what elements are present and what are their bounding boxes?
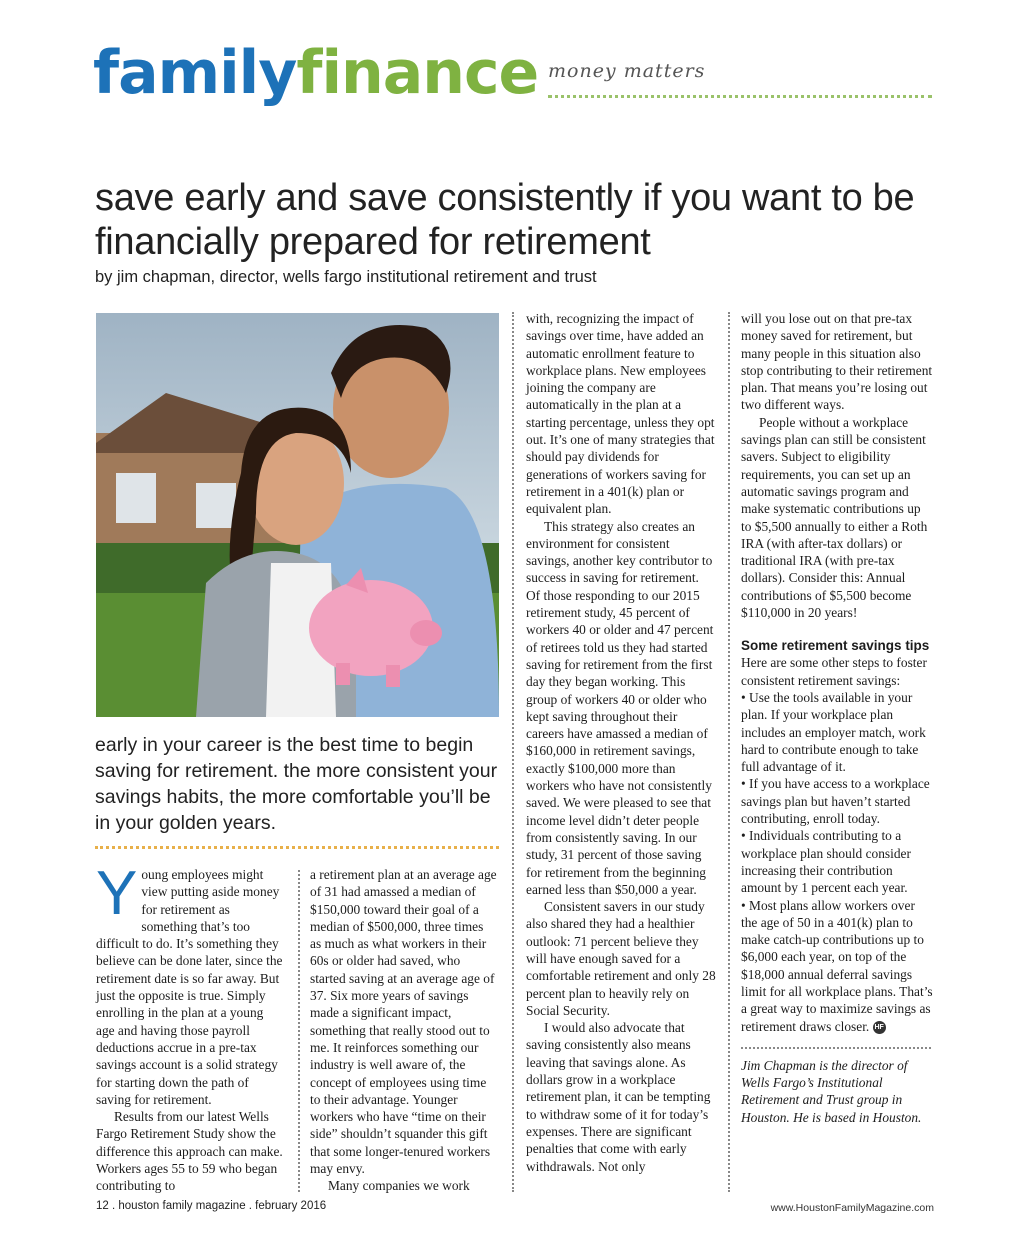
masthead-divider bbox=[548, 95, 932, 98]
section-label: money matters bbox=[548, 60, 706, 82]
tip-item: • Use the tools available in your plan. If your workplace plan includes an employer match, work hard to contribute enough to take full advantage of it. bbox=[741, 689, 926, 775]
body-column-1 bbox=[96, 859, 283, 1195]
tip-item: • Individuals contributing to a workplace plan should consider increasing their contribution amount by 1 percent each year. bbox=[741, 828, 911, 896]
masthead bbox=[93, 38, 538, 118]
body-paragraph: People without a workplace savings plan can still be consistent savers. Subject to eligibility requirements, you can set up an automatic savings program and make systematic contributions up to $5,500 annually to either a Roth IRA (with after-tax dollars) or traditional IRA (with pre-tax dollars). Consider this: Annual contributions of $5,500 become $110,000 in 20 years! bbox=[741, 414, 928, 621]
tips-subhead: Some retirement savings tips bbox=[741, 638, 930, 654]
lead-text: oung employees might view putting aside money for retirement as something that’s too bbox=[141, 867, 280, 934]
author-bio: Jim Chapman is the director of Wells Fargo’s Institutional Retirement and Trust group in Houston. He is based in Houston. bbox=[741, 1057, 922, 1125]
body-paragraph: Consistent savers in our study also shared they had a healthier outlook: 71 percent believe they will have enough saved for a comfortable retirement and only 28 percent plan to heavily rely on Social Security. bbox=[526, 899, 716, 1018]
column-rule bbox=[298, 870, 300, 1192]
body-column-4 bbox=[741, 310, 934, 1126]
couple-piggy-bank-photo bbox=[96, 313, 499, 717]
body-paragraph: Many companies we work bbox=[328, 1178, 470, 1194]
masthead-family: family bbox=[93, 38, 297, 108]
column-rule bbox=[512, 312, 514, 1192]
drop-cap: Y bbox=[96, 859, 138, 928]
tip-item bbox=[741, 897, 934, 1035]
body-paragraph: with, recognizing the impact of savings over time, have added an automatic enrollment feature to workplace plans. New employees joining the company are automatically in the plan at a starting percentage, unless they opt out. It’s one of many strategies that should pay dividends for generations of workers saving for retirement in a 401(k) plan or equivalent plan. bbox=[526, 311, 715, 517]
masthead-finance: finance bbox=[296, 38, 539, 108]
end-mark-icon: HF bbox=[873, 1021, 886, 1034]
body-paragraph: This strategy also creates an environment for consistent savings, another key contributor to success in saving for retirement. Of those responding to our 2015 retirement study, 45 percent of workers 40 or older and 47 percent of retirees told us they had started saving for retirement from the first day they began working. This group of workers 40 or older who kept saving throughout their careers have amassed a median of $160,000 in retirement savings, exactly $100,000 more than workers who have not consistently saved. We were pleased to see that income level didn’t deter people from consistently saving. In our study, 31 percent of those saving for retirement from the beginning earned less than $50,000 a year. bbox=[526, 518, 714, 897]
tip-text: • Most plans allow workers over the age of 50 in a 401(k) plan to make catch-up contributions up to $6,000 each year, on top of the $18,000 annual deferral savings limit for all workplace plans. That’s a great way to maximize savings as retirement draws closer. bbox=[741, 897, 933, 1034]
body-paragraph: a retirement plan at an average age of 31 had amassed a median of $150,000 toward their goal of a median of $500,000, three times as much as what workers in their 60s or older had saved, who started saving at an average age of 37. Six more years of savings made a significant impact, something that really stood out to me. It reinforces something our industry is well aware of, the concept of employees using time to their advantage. Younger workers who have “time on their side” shouldn’t squander this gift that some longer-tenured workers may envy. bbox=[310, 867, 497, 1177]
tip-item: • If you have access to a workplace savings plan but haven’t started contributing, enroll today. bbox=[741, 776, 930, 827]
page-footer-url: www.HoustonFamilyMagazine.com bbox=[770, 1202, 934, 1214]
pull-quote-divider bbox=[95, 846, 499, 849]
body-column-3 bbox=[526, 310, 716, 1175]
page-footer-folio: 12 . houston family magazine . february 2016 bbox=[96, 1200, 327, 1212]
tips-intro: Here are some other steps to foster consistent retirement savings: bbox=[741, 655, 927, 688]
bio-divider bbox=[741, 1047, 931, 1049]
byline: by jim chapman, director, wells fargo institutional retirement and trust bbox=[95, 268, 597, 286]
body-paragraph: Results from our latest Wells Fargo Retirement Study show the difference this approach can make. Workers ages 55 to 59 who began contributing to bbox=[96, 1109, 283, 1194]
article-headline: save early and save consistently if you want to be financially prepared for retirement bbox=[95, 177, 915, 263]
body-text: difficult to do. It’s something they believe can be done later, since the retirement date is so far away. But just the opposite is true. Simply enrolling in the plan at a young age and having those payroll deductions accrue in a pre-tax savings account is a solid strategy for starting down the path of saving for retirement. bbox=[96, 936, 283, 1107]
column-rule bbox=[728, 312, 730, 1192]
pull-quote: early in your career is the best time to begin saving for retirement. the more consistent your savings habits, the more comfortable you’ll be in your golden years. bbox=[95, 734, 498, 834]
body-paragraph: will you lose out on that pre-tax money saved for retirement, but many people in this situation also stop contributing to their retirement plan. That means you’re losing out two different ways. bbox=[741, 311, 933, 413]
body-column-2 bbox=[310, 866, 497, 1195]
body-paragraph: I would also advocate that saving consistently also means leaving that savings alone. As dollars grow in a workplace retirement plan, it can be tempting to withdraw some of it for today’s expenses. There are significant penalties that come with early withdrawals. Not only bbox=[526, 1020, 711, 1174]
